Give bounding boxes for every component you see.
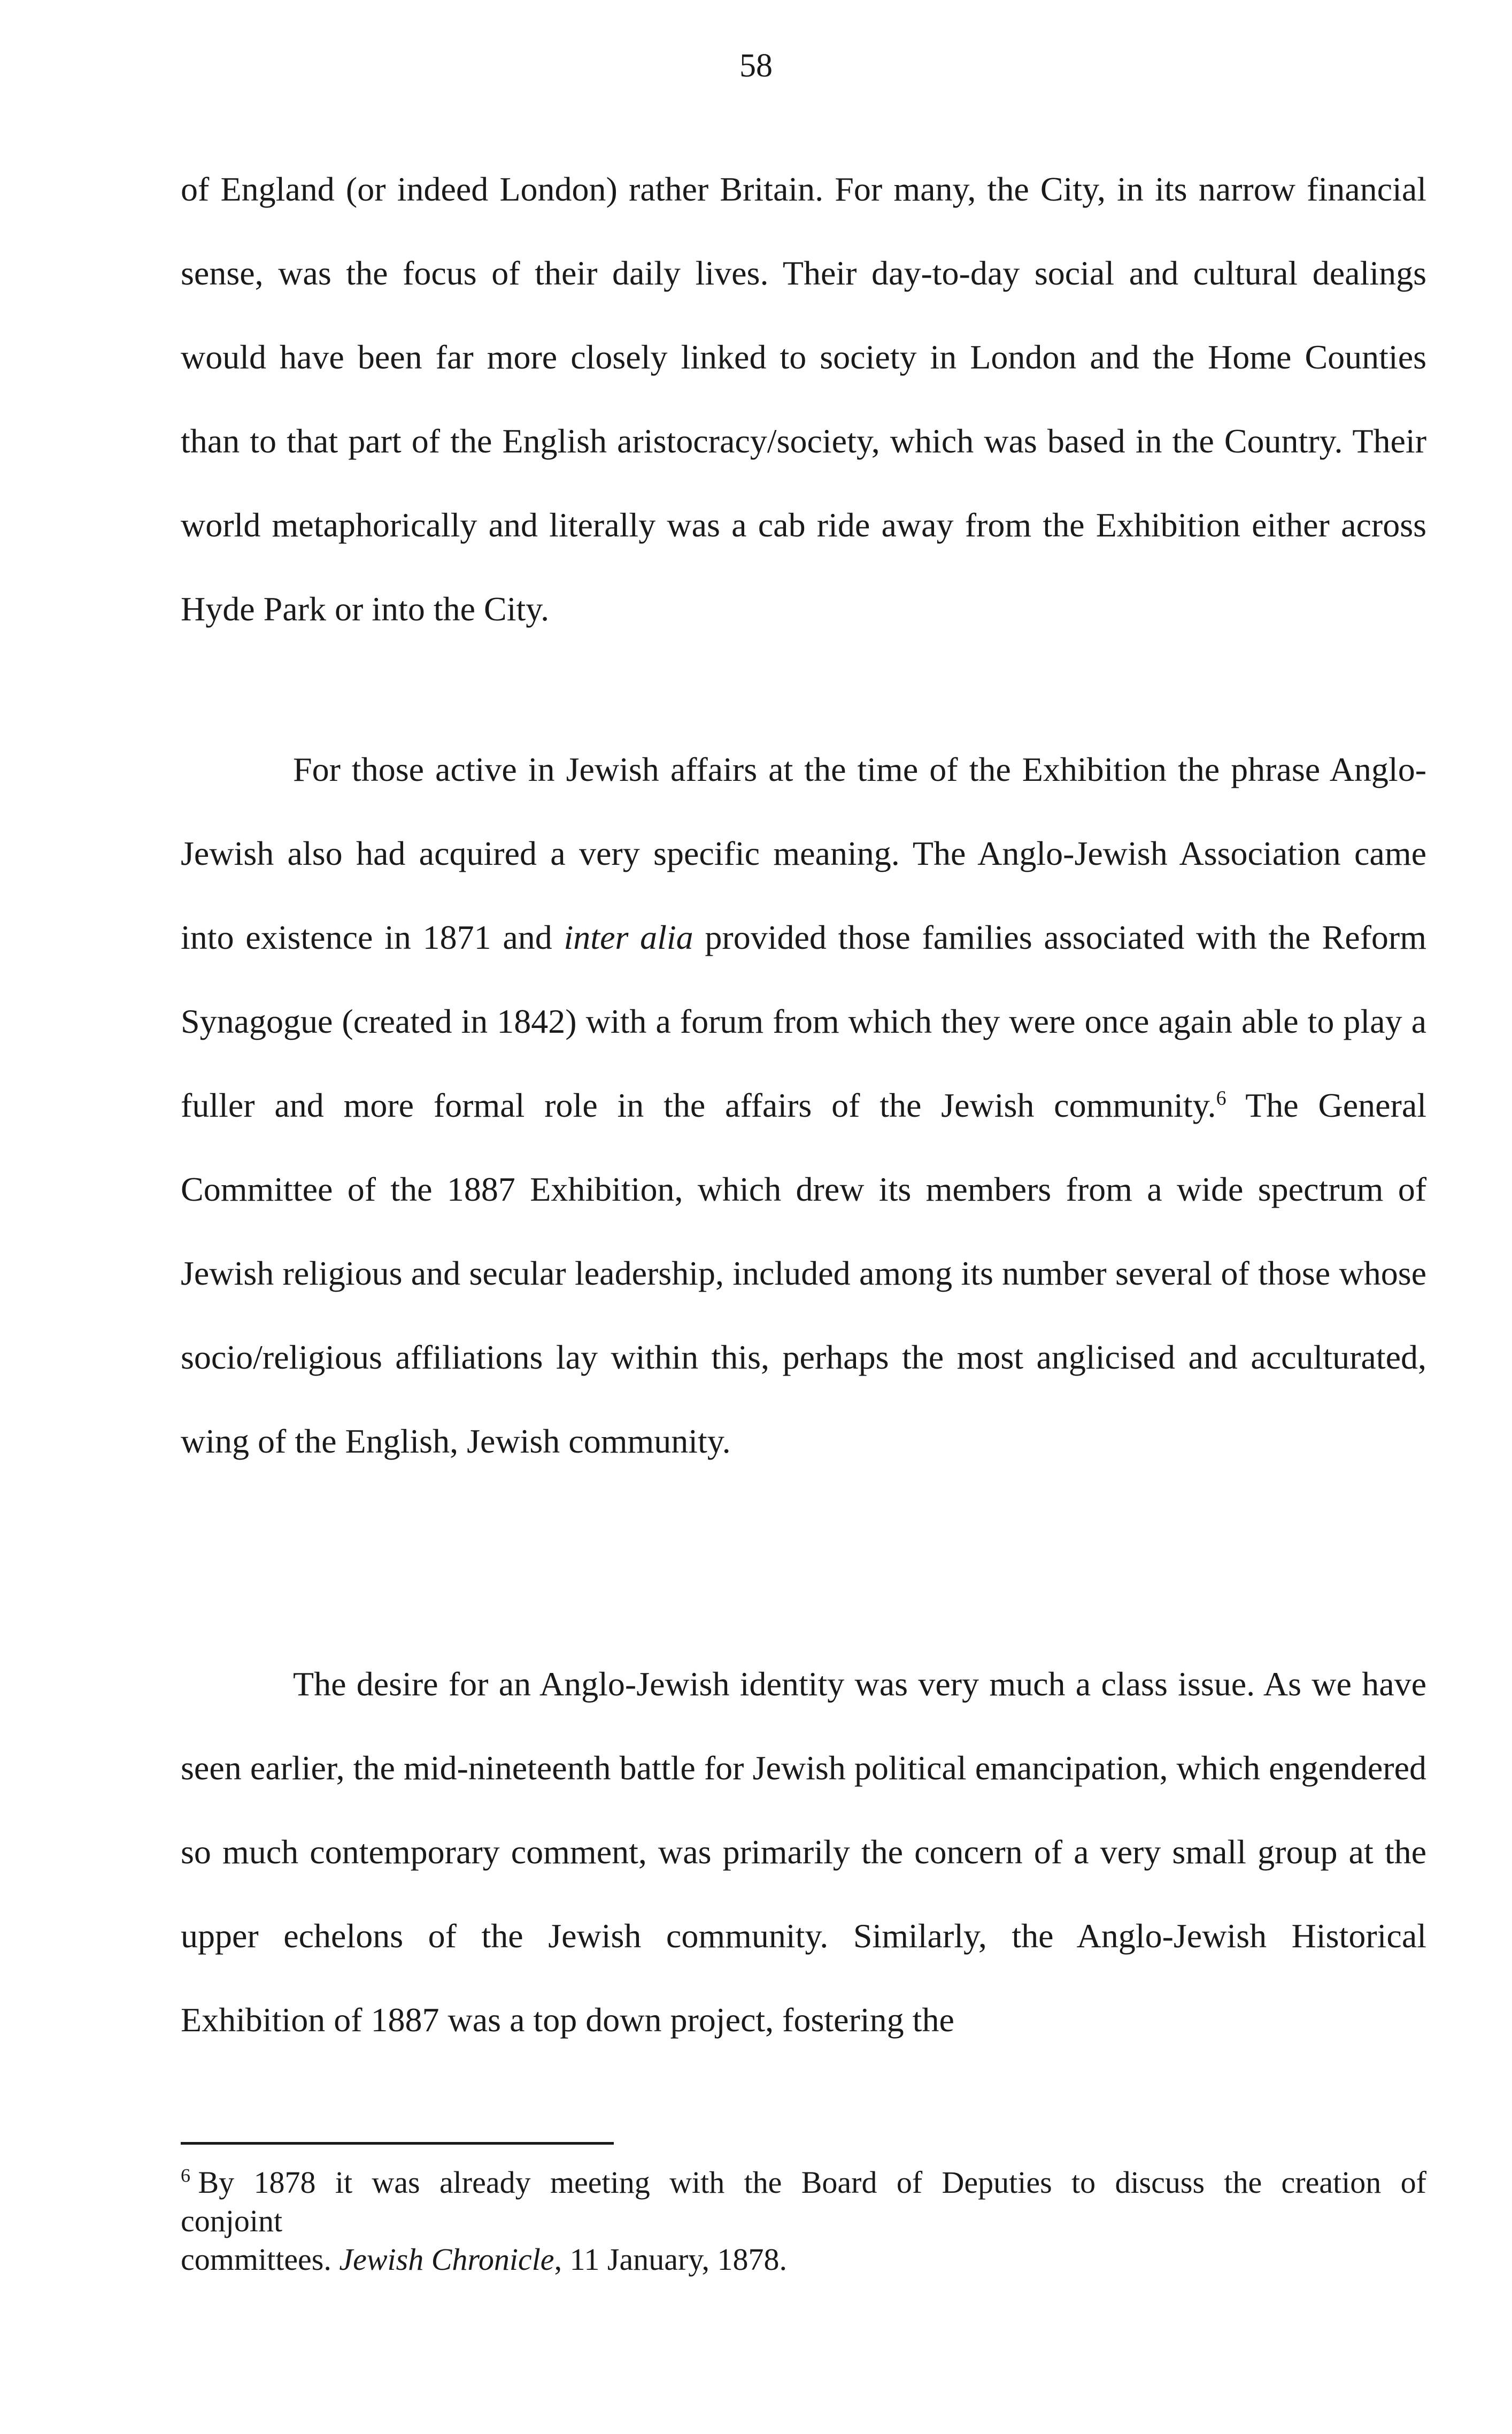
paragraph-1-text: of England (or indeed London) rather Britain. For many, the City, in its narrow financial sense, was the focus of their daily lives. Their day-to-day social and cultural dealings would have been far more closely linked to society in London and the Home Counties than to that part of the English aristocracy/society, which was based in the Country. Their world metaphorically and literally was a cab ride away from the Exhibition either across Hyde Park or into the City. xyxy=(181,170,1426,628)
footnote-word: already xyxy=(439,2165,531,2200)
paragraph-1 xyxy=(181,147,1426,651)
footnote xyxy=(181,2163,1426,2279)
paragraph-3-text: The desire for an Anglo-Jewish identity was very much a class issue. As we have seen earlier, the mid-nineteenth battle for Jewish political emancipation, which engendered so much contemporary comment, was primarily the concern of a very small group at the upper echelons of the Jewish community. Similarly, the Anglo-Jewish Historical Exhibition of 1887 was a top down project, fostering the xyxy=(181,1665,1426,2039)
footnote-divider xyxy=(181,2142,614,2145)
footnote-word: the xyxy=(744,2165,782,2200)
page-number: 58 xyxy=(739,48,773,84)
footnote-reference[interactable]: 6 xyxy=(1216,1087,1226,1110)
footnote-word: was xyxy=(372,2165,420,2200)
footnote-line-1 xyxy=(181,2163,1426,2202)
paragraph-2-part-3: The General Committee of the 1887 Exhibition, which drew its members from a wide spectrum of Jewish religious and secular leadership, included among its number several of those whose socio/religious affiliations lay within this, perhaps the most anglicised and acculturated, wing of the English, Jewish community. xyxy=(181,1086,1427,1460)
footnote-line-3-prefix: committees. xyxy=(181,2242,340,2277)
footnote-word: to xyxy=(1071,2165,1096,2200)
footnote-marker: 6 xyxy=(181,2164,190,2186)
footnote-word: $^6$ By xyxy=(181,2164,235,2200)
footnote-line-3-suffix: , 11 January, 1878. xyxy=(554,2242,788,2277)
footnote-word: Deputies xyxy=(942,2165,1052,2200)
footnote-word: the xyxy=(1224,2165,1262,2200)
footnote-word: creation xyxy=(1281,2165,1382,2200)
paragraph-2-text xyxy=(181,727,1426,1483)
footnote-source-title: Jewish Chronicle xyxy=(339,2242,554,2277)
footnote-word: of xyxy=(896,2165,923,2200)
footnote-word: Board xyxy=(801,2165,877,2200)
footnote-line-2: conjoint xyxy=(181,2203,283,2238)
paragraph-2-italic-term: inter alia xyxy=(564,918,693,956)
paragraph-2-part-1: For those active in Jewish affairs at the time of the Exhibition the phrase Anglo-Jewish also had acquired a very specific meaning. The Anglo-Jewish Association came into existence in 1871 and xyxy=(181,750,1426,956)
paragraph-2 xyxy=(181,727,1426,1483)
footnote-line-3 xyxy=(181,2240,1426,2279)
footnote-word: with xyxy=(669,2165,725,2200)
footnote-word: meeting xyxy=(550,2165,650,2200)
footnote-word: discuss xyxy=(1115,2165,1205,2200)
footnote-word: it xyxy=(335,2165,353,2200)
paragraph-2-part-2: provided those families associated with the Reform Synagogue (created in 1842) with a forum from which they were once again able to play a fuller and more formal role in the affairs of the Jewish community. xyxy=(181,918,1427,1124)
paragraph-3 xyxy=(181,1642,1426,2062)
footnote-word: 1878 xyxy=(253,2165,316,2200)
footnote-word: of xyxy=(1400,2165,1426,2200)
